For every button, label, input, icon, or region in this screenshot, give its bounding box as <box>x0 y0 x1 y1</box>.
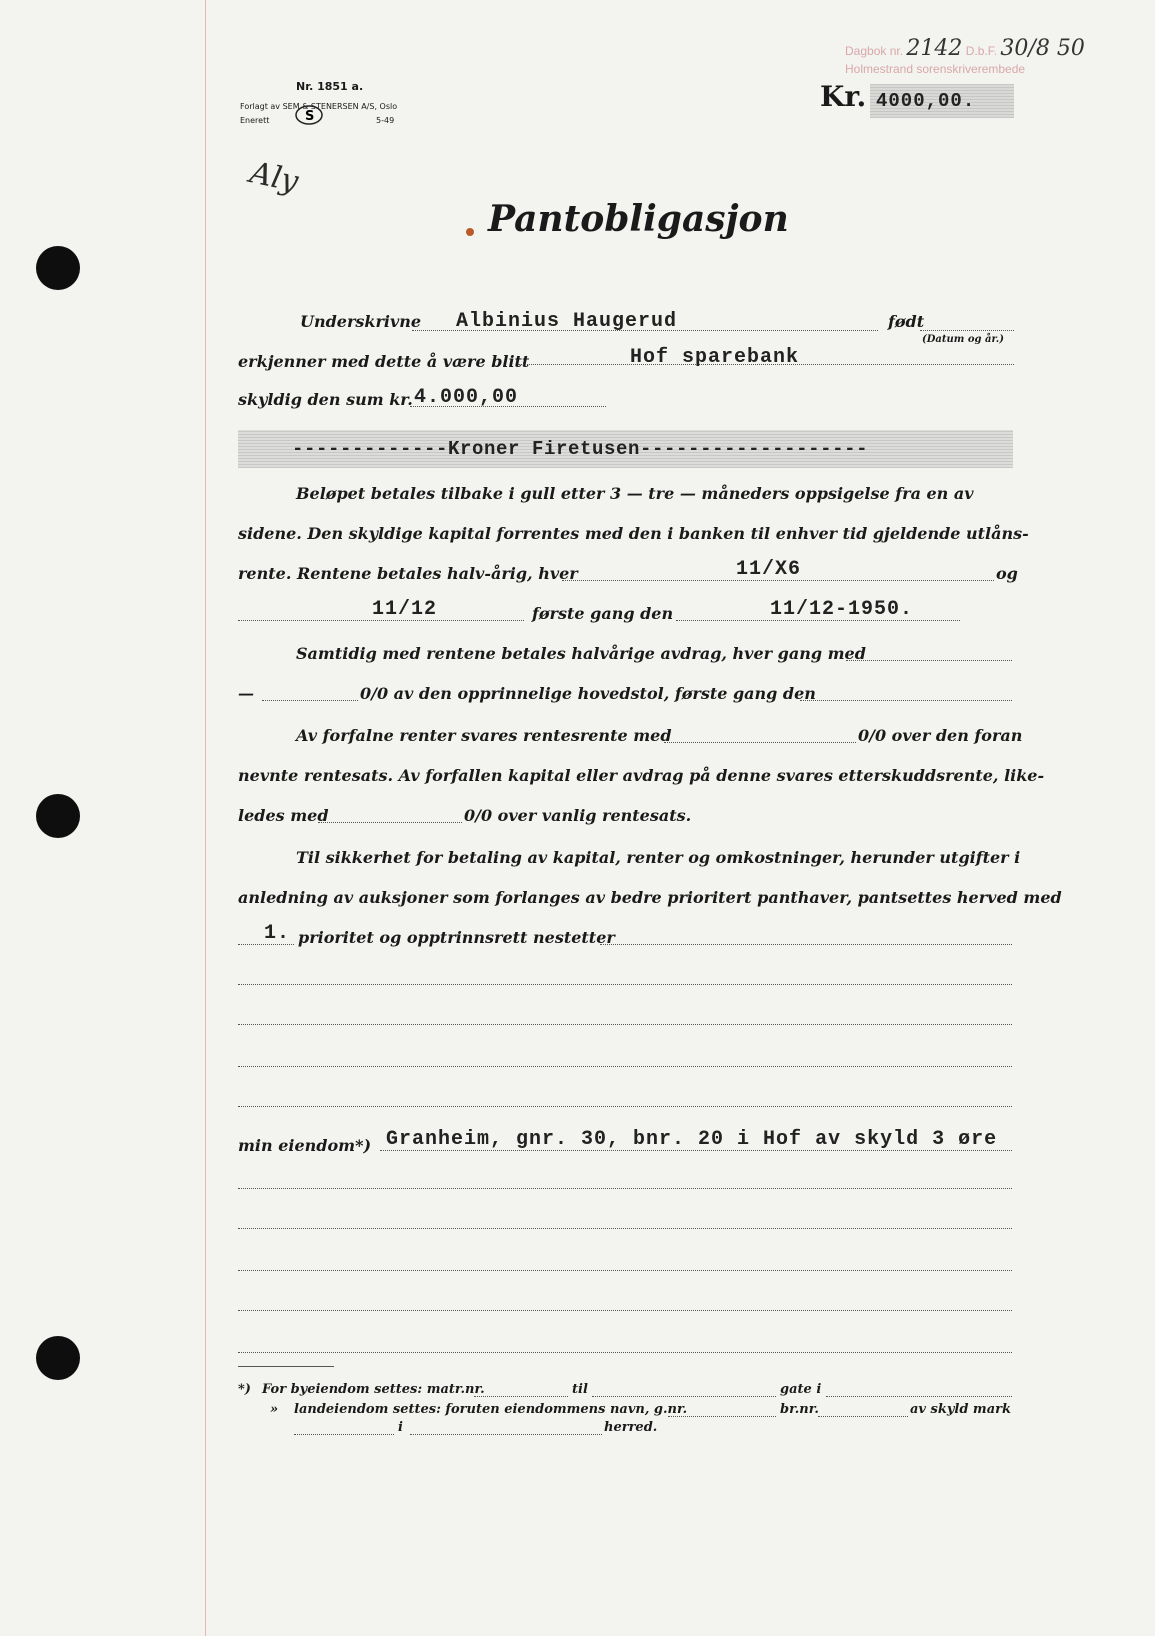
footnote-i-dots-a <box>294 1434 394 1435</box>
p2-line2-dots-b <box>800 700 1012 701</box>
p3-line1-end: 0/0 over den foran <box>858 726 1023 745</box>
stamp-dagbok-number: 2142 <box>906 36 963 61</box>
datum-hint: (Datum og år.) <box>922 334 1005 345</box>
stamp-dagbok <box>845 36 1085 61</box>
handwritten-initials: Aly <box>246 155 302 200</box>
underskrivne-label: Underskrivne <box>300 312 422 331</box>
erkjenner-label: erkjenner med dette å være blitt <box>238 352 530 371</box>
blank-line-3 <box>238 1066 1012 1067</box>
p4-line1: Til sikkerhet for betaling av kapital, renter og omkostninger, herunder utgifter i <box>296 848 1021 867</box>
blank-line-9 <box>238 1352 1012 1353</box>
eiendom-value: Granheim, gnr. 30, bnr. 20 i Hof av skyld 3 øre <box>386 1128 998 1151</box>
p2-line1: Samtidig med rentene betales halvårige avdrag, hver gang med <box>296 644 866 663</box>
punch-hole-bottom <box>36 1336 80 1380</box>
stamp-dagbok-label: Dagbok nr. <box>845 44 904 58</box>
blank-line-7 <box>238 1270 1012 1271</box>
footnote-til: til <box>572 1382 588 1397</box>
blank-line-8 <box>238 1310 1012 1311</box>
skyldig-label: skyldig den sum kr. <box>238 390 413 409</box>
stamp-office: Holmestrand sorenskriverembede <box>845 62 1026 76</box>
footnote-by-dots-a <box>474 1396 568 1397</box>
p1-line1: Beløpet betales tilbake i gull etter 3 — tre — måneders oppsigelse fra en av <box>296 484 974 503</box>
blank-line-5 <box>238 1188 1012 1189</box>
punch-hole-top <box>36 246 80 290</box>
forste-gang-label: første gang den <box>532 604 674 623</box>
publisher-logo-icon <box>294 104 324 126</box>
footnote-rule <box>238 1366 334 1367</box>
footnote-gate: gate i <box>780 1382 822 1397</box>
footnote-by-dots-b <box>592 1396 776 1397</box>
p3-line3-dots <box>318 822 462 823</box>
footnote-by: For byeiendom settes: matr.nr. <box>262 1382 485 1397</box>
p2-line2: 0/0 av den opprinnelige hovedstol, første gang den <box>360 684 816 703</box>
first-payment-date: 11/12-1950. <box>770 598 914 621</box>
p4-line2: anledning av auksjoner som forlanges av bedre prioritert panthaver, pantsettes herved med <box>238 888 1062 907</box>
p3-line3: ledes med <box>238 806 329 825</box>
stamp-date: 30/8 50 <box>1000 36 1085 61</box>
p3-line1-dots <box>664 742 856 743</box>
interest-date-2: 11/12 <box>372 598 438 621</box>
footnote-land: landeiendom settes: foruten eiendommens navn, g.nr. <box>294 1402 688 1417</box>
publisher-enerett: Enerett <box>240 116 270 125</box>
margin-rule <box>205 0 206 1636</box>
svg-text:S: S <box>305 109 315 124</box>
footnote-i-dots-b <box>410 1434 602 1435</box>
title-dot <box>466 228 474 236</box>
fodt-label: født <box>888 312 925 331</box>
footnote-by-dots-c <box>826 1396 1012 1397</box>
p1-line3: rente. Rentene betales halv-årig, hver <box>238 564 578 583</box>
blank-line-1 <box>238 984 1012 985</box>
footnote-brnr: br.nr. <box>780 1402 819 1417</box>
eiendom-label: min eiendom*) <box>238 1136 372 1155</box>
interest-date: 11/X6 <box>736 558 802 581</box>
p2-line2-dots-a <box>262 700 358 701</box>
kroner-words: -------------Kroner Firetusen------------------- <box>292 438 869 460</box>
creditor-value: Hof sparebank <box>630 346 800 369</box>
punch-hole-middle <box>36 794 80 838</box>
amount-kr-value: 4000,00. <box>876 90 976 112</box>
eiendom-line <box>380 1150 1012 1151</box>
p4-line3: prioritet og opptrinnsrett nestetter <box>298 928 615 947</box>
footnote-mark: *) <box>238 1382 251 1397</box>
p3-line1: Av forfalne renter svares rentesrente med <box>296 726 672 745</box>
publisher-line: Forlagt av SEM & STENERSEN A/S, Oslo <box>240 102 398 111</box>
stamp-dbf: D.b.F. <box>965 44 998 58</box>
p3-line3-end: 0/0 over vanlig rentesats. <box>464 806 692 825</box>
sum-value: 4.000,00 <box>414 386 519 409</box>
blank-line-6 <box>238 1228 1012 1229</box>
blank-line-4 <box>238 1106 1012 1107</box>
p2-dash: — <box>238 684 254 703</box>
footnote-land-dots-a <box>668 1416 776 1417</box>
blank-line-2 <box>238 1024 1012 1025</box>
footnote-skyld: av skyld mark <box>910 1402 1011 1417</box>
p1-og: og <box>996 564 1018 583</box>
footnote-land-mark: » <box>270 1402 279 1417</box>
p1-line2: sidene. Den skyldige kapital forrentes med den i banken til enhver tid gjeldende utlåns- <box>238 524 1029 543</box>
p4-line3-dots <box>600 944 1012 945</box>
fodt-line <box>920 330 1014 331</box>
p3-line2: nevnte rentesats. Av forfallen kapital eller avdrag på denne svares etterskuddsrente, like- <box>238 766 1045 785</box>
footnote-herred: herred. <box>604 1420 658 1435</box>
form-number: Nr. 1851 a. <box>296 80 364 93</box>
p2-line1-dots <box>846 660 1012 661</box>
underskrivne-value: Albinius Haugerud <box>456 310 678 333</box>
priority-value: 1. <box>264 922 291 945</box>
publisher-edition: 5-49 <box>376 116 395 125</box>
footnote-i: i <box>398 1420 403 1435</box>
footnote-land-dots-b <box>818 1416 908 1417</box>
amount-kr-label: Kr. <box>820 80 867 113</box>
document-title: Pantobligasjon <box>488 198 789 240</box>
